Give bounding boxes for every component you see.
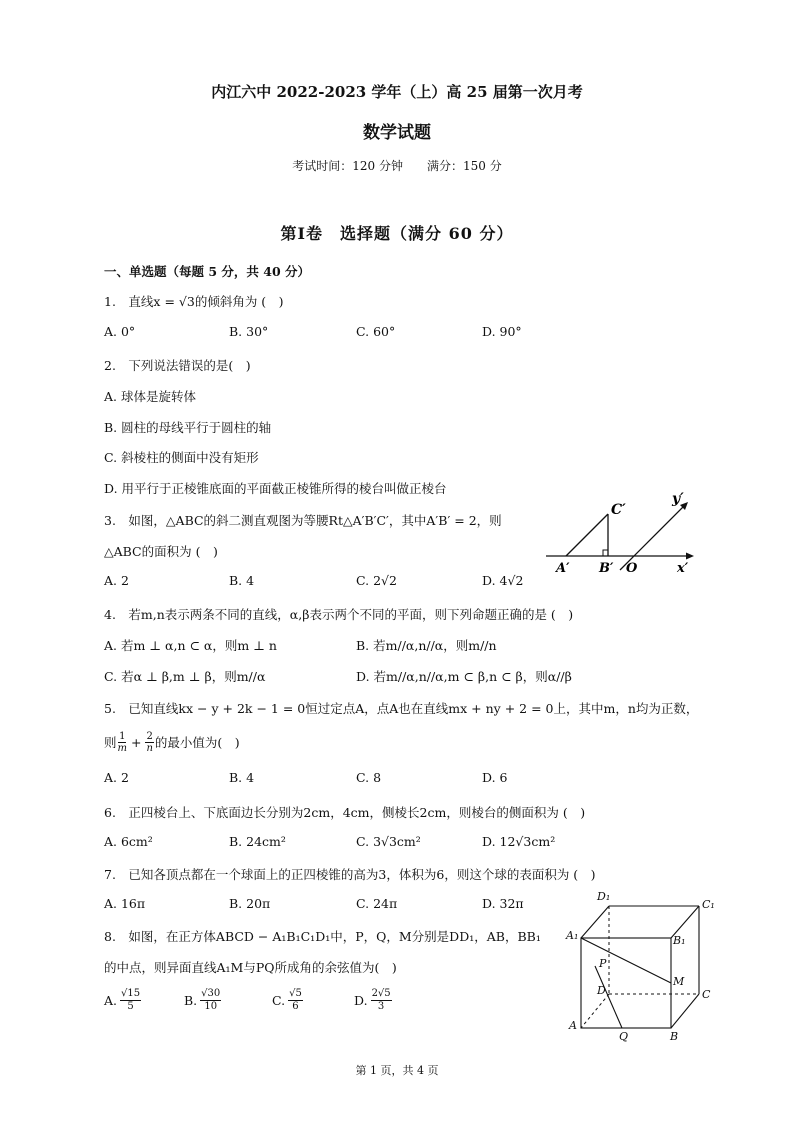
question-8-stem-line2: 的中点，则异面直线A₁M与PQ所成角的余弦值为( ) (104, 960, 397, 975)
label-b: B′ (599, 561, 614, 576)
question-5-stem: 5. 已知直线kx − y + 2k − 1 = 0恒过定点A，点A也在直线mx + ny + 2 = 0上，其中m，n均为正数， (104, 701, 699, 716)
section-title: 第Ⅰ卷 选择题（满分 60 分） (280, 224, 514, 243)
question-4-option-d: D. 若m//α,n//α,m ⊂ β,n ⊂ β，则α//β (356, 669, 572, 684)
label-a: A (569, 1019, 577, 1032)
question-6-option-a: A. 6cm² (104, 834, 153, 849)
exam-info: 考试时间：120 分钟 满分：150 分 (292, 159, 502, 173)
option-c-numerator: √5 (289, 988, 302, 999)
question-6-option-d: D. 12√3cm² (482, 834, 556, 849)
fraction-2-denominator: n (146, 742, 153, 754)
x-axis-arrow (686, 553, 694, 560)
option-b-numerator: √30 (201, 988, 221, 999)
option-a-letter: A. (104, 993, 118, 1008)
question-2-stem: 2. 下列说法错误的是( ) (104, 358, 251, 373)
question-8-option-b (184, 988, 272, 1013)
question-8-stem: 8. 如图，在正方体ABCD − A₁B₁C₁D₁中，P，Q，M分别是DD₁，AB，BB₁ (104, 929, 541, 944)
question-3-option-c: C. 2√2 (356, 573, 397, 588)
question-1-option-b: B. 30° (229, 324, 269, 339)
question-7-stem: 7. 已知各顶点都在一个球面上的正四棱锥的高为3，体积为6，则这个球的表面积为 ( ) (104, 867, 596, 882)
option-d-letter: D. (354, 993, 368, 1008)
question-4-option-a: A. 若m ⊥ α,n ⊂ α，则m ⊥ n (104, 638, 277, 653)
exam-title: 内江六中 2022-2023 学年（上）高 25 届第一次月考 (211, 83, 583, 101)
fraction-2-over-n (145, 731, 153, 754)
label-c: C′ (611, 502, 626, 518)
page-footer: 第 1 页，共 4 页 (355, 1064, 439, 1077)
question-6-option-c: C. 3√3cm² (356, 834, 421, 849)
option-a-fraction (120, 988, 141, 1013)
option-b-fraction (200, 988, 221, 1013)
question-2-option-c: C. 斜棱柱的侧面中没有矩形 (104, 450, 259, 465)
question-5-option-c: C. 8 (356, 770, 382, 785)
question-8-option-c (272, 988, 354, 1013)
question-5-option-a: A. 2 (104, 770, 129, 785)
option-c-denominator: 6 (292, 1001, 299, 1012)
question-3-stem: 3. 如图，△ABC的斜二测直观图为等腰Rt△A′B′C′，其中A′B′ = 2，则 (104, 513, 502, 528)
question-3-stem-line2: △ABC的面积为 ( ) (104, 544, 218, 559)
question-6-stem: 6. 正四棱台上、下底面边长分别为2cm，4cm，侧棱长2cm，则棱台的侧面积为 ( ) (104, 805, 586, 820)
question-4-option-b: B. 若m//α,n//α，则m//n (356, 638, 497, 653)
label-q: Q (619, 1030, 629, 1043)
label-c1: C₁ (702, 898, 715, 911)
question-5-option-b: B. 4 (229, 770, 255, 785)
label-x: x′ (677, 561, 689, 576)
subject-title: 数学试题 (363, 123, 431, 143)
question-2-option-d: D. 用平行于正棱锥底面的平面截正棱锥所得的棱台叫做正棱台 (104, 481, 447, 496)
segment-a1-m (581, 938, 671, 983)
question-3-option-d: D. 4√2 (482, 573, 524, 588)
question-5-post: 的最小值为( ) (154, 735, 240, 750)
label-b1: B₁ (673, 934, 686, 947)
label-b: B (670, 1030, 679, 1043)
question-2-option-a: A. 球体是旋转体 (104, 389, 196, 404)
question-8-cube-figure (560, 884, 730, 1044)
question-6-option-b: B. 24cm² (229, 834, 286, 849)
label-a: A′ (556, 561, 570, 576)
question-1-option-c: C. 60° (356, 324, 396, 339)
question-4-option-c: C. 若α ⊥ β,m ⊥ β，则m//α (104, 669, 266, 684)
fraction-2-numerator: 2 (146, 730, 153, 742)
question-3-option-a: A. 2 (104, 573, 129, 588)
label-m: M (673, 975, 685, 988)
option-a-denominator: 5 (127, 1001, 134, 1012)
question-5-pre: 则 (104, 735, 117, 750)
option-c-letter: C. (272, 993, 286, 1008)
question-1-option-d: D. 90° (482, 324, 522, 339)
question-7-option-b: B. 20π (229, 896, 271, 911)
question-8-option-d (354, 988, 392, 1013)
question-1-stem: 1. 直线x = √3的倾斜角为 ( ) (104, 294, 284, 309)
option-d-fraction (371, 988, 392, 1013)
segment-p-q (595, 966, 622, 1028)
question-5-stem-line2 (104, 727, 240, 757)
part-heading: 一、单选题（每题 5 分，共 40 分） (104, 264, 311, 279)
option-b-denominator: 10 (204, 1001, 218, 1012)
fraction-1-over-m (118, 731, 127, 754)
option-b-letter: B. (184, 993, 198, 1008)
question-8-option-a (104, 988, 184, 1013)
question-3-figure (540, 490, 700, 580)
question-3-option-b: B. 4 (229, 573, 255, 588)
question-7-option-c: C. 24π (356, 896, 398, 911)
question-8-options (104, 988, 392, 1013)
question-5-option-d: D. 6 (482, 770, 508, 785)
right-angle-mark (603, 550, 608, 556)
option-c-fraction (288, 988, 303, 1013)
question-4-stem: 4. 若m,n表示两条不同的直线，α,β表示两个不同的平面，则下列命题正确的是 ( ) (104, 607, 574, 622)
label-y: y′ (672, 491, 684, 507)
fraction-1-numerator: 1 (119, 730, 126, 742)
label-d1: D₁ (597, 890, 611, 903)
fraction-1-denominator: m (117, 742, 127, 754)
question-1-option-a: A. 0° (104, 324, 136, 339)
option-d-denominator: 3 (377, 1001, 385, 1012)
triangle-side-ac (566, 514, 608, 556)
front-face (581, 938, 671, 1028)
label-c: C (702, 988, 711, 1001)
question-2-option-b: B. 圆柱的母线平行于圆柱的轴 (104, 420, 272, 435)
label-a1: A₁ (566, 929, 579, 942)
question-7-option-d: D. 32π (482, 896, 524, 911)
hidden-edge-d-a (581, 994, 609, 1028)
edge-a1-d1 (581, 906, 609, 938)
option-d-numerator: 2√5 (371, 988, 391, 999)
label-d: D (597, 984, 606, 997)
label-o: O (626, 561, 638, 576)
edge-c-b (671, 994, 699, 1028)
option-a-numerator: √15 (121, 988, 141, 999)
question-7-option-a: A. 16π (104, 896, 146, 911)
question-5-plus: + (131, 734, 142, 750)
label-p: P (599, 957, 607, 970)
